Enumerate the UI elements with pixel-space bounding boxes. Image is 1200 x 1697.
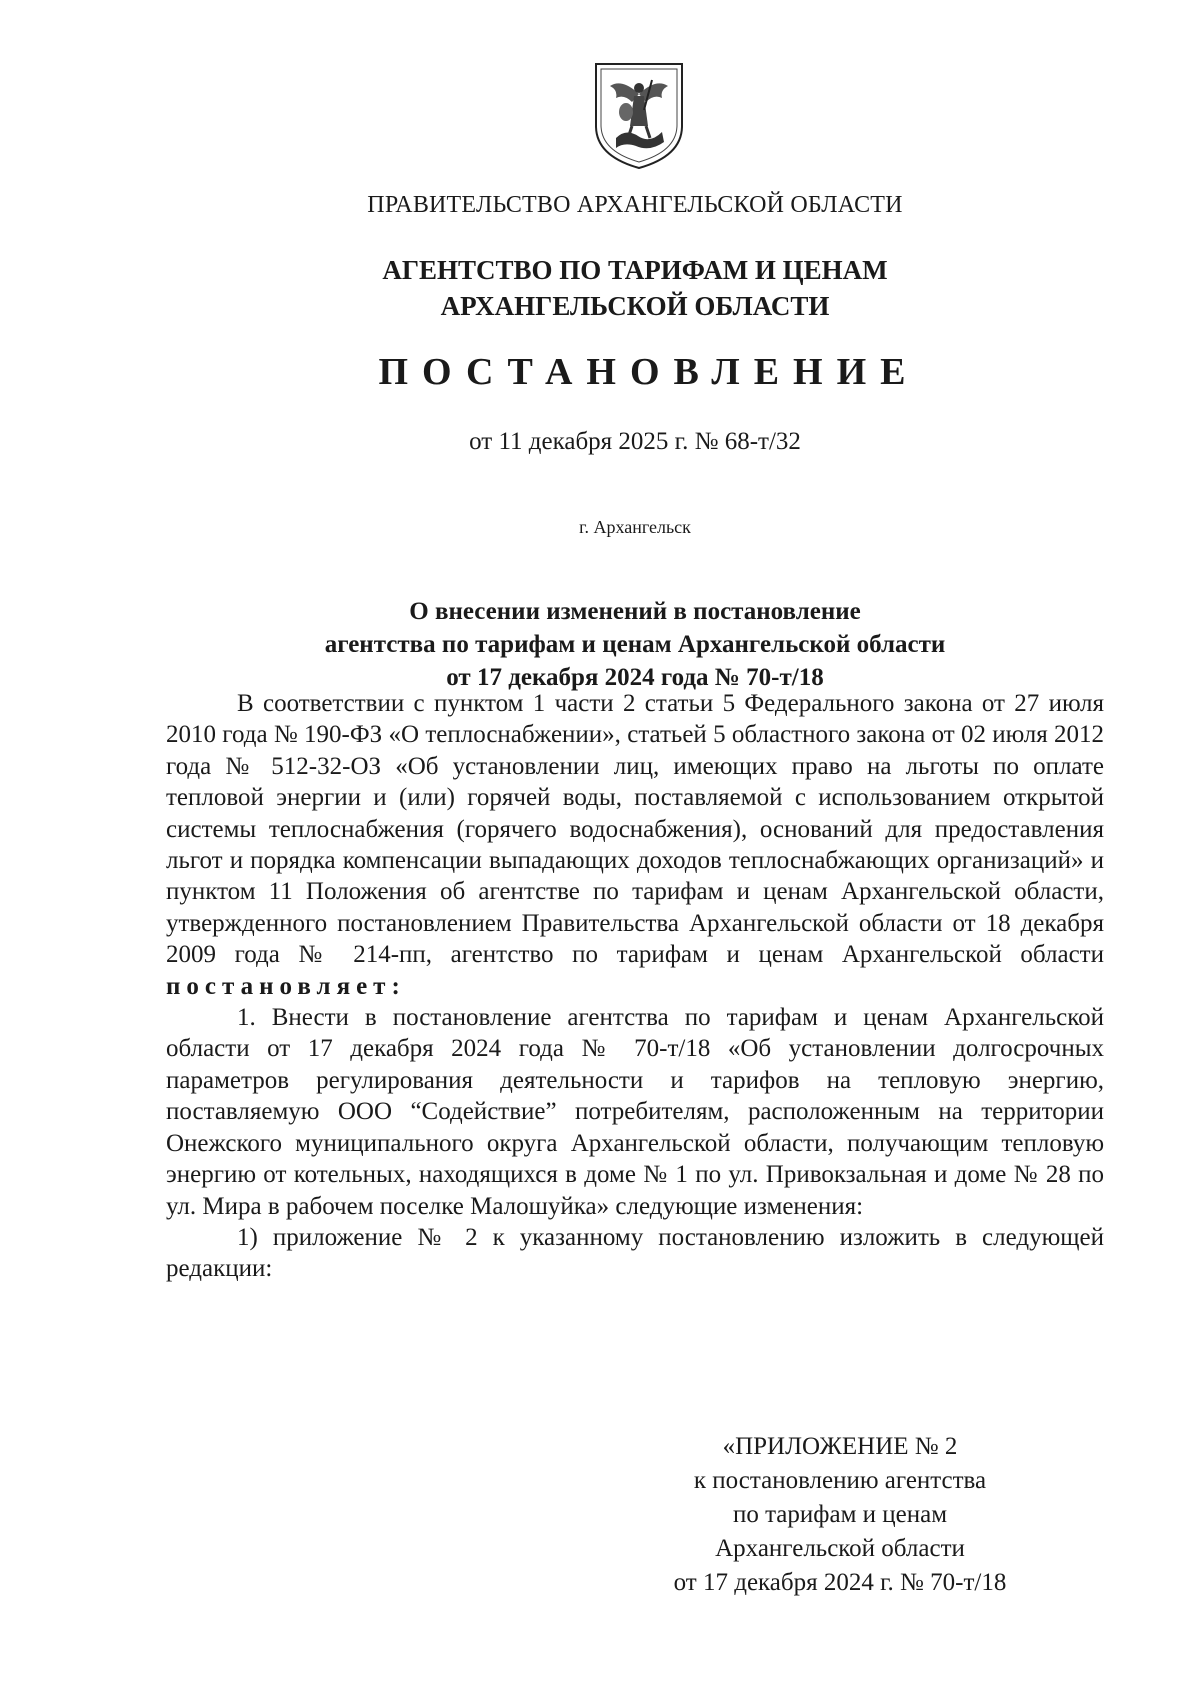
annex-line3: по тарифам и ценам	[732, 1501, 948, 1528]
annex-header	[640, 1430, 1040, 1600]
resolves-word: постановляет:	[166, 972, 406, 1000]
annex-line4: Архангельской области	[715, 1535, 965, 1562]
item-1-1-paragraph: 1) приложение № 2 к указанному постановлению изложить в следующей редакции:	[166, 1223, 1104, 1283]
preamble-paragraph	[166, 688, 1104, 1002]
document-subject	[0, 595, 1200, 694]
document-city: г. Архангельск	[579, 517, 691, 537]
annex-line5: от 17 декабря 2024 г. № 70-т/18	[673, 1569, 1007, 1596]
government-name: ПРАВИТЕЛЬСТВО АРХАНГЕЛЬСКОЙ ОБЛАСТИ	[367, 192, 903, 218]
document-type-title: ПОСТАНОВЛЕНИЕ	[378, 351, 920, 393]
item-1-paragraph: 1. Внести в постановление агентства по тарифам и ценам Архангельской области от 17 декабря 2024 года № 70-т/18 «Об установлении долгосрочных параметров регулирования деятельности и тарифов на тепловую энергию, поставляемую ООО “Содействие” потребителям, расположенным на территории Онежского муниципального округа Архангельской области, получающим тепловую энергию от котельных, находящихся в доме № 1 по ул. Привокзальная и доме № 28 по ул. Мира в рабочем поселке Малошуйка» следующие изменения:	[166, 1004, 1104, 1220]
subject-line2: агентства по тарифам и ценам Архангельской области	[324, 631, 946, 658]
agency-name	[0, 252, 1200, 324]
coat-of-arms-emblem	[592, 60, 686, 172]
document-date-number: от 11 декабря 2025 г. № 68-т/32	[469, 428, 801, 455]
annex-line1: «ПРИЛОЖЕНИЕ № 2	[722, 1433, 958, 1460]
preamble-text: В соответствии с пунктом 1 части 2 статьи 5 Федерального закона от 27 июля 2010 года № 190-ФЗ «О теплоснабжении», статьей 5 областного закона от 02 июля 2012 года № 512-32-ОЗ «Об установлении лиц, имеющих право на льготы по оплате тепловой энергии и (или) горячей воды, поставляемой с использованием открытой системы теплоснабжения (горячего водоснабжения), оснований для предоставления льгот и порядка компенсации выпадающих доходов теплоснабжающих организаций» и пунктом 11 Положения об агентстве по тарифам и ценам Архангельской области, утвержденного постановлением Правительства Архангельской области от 18 декабря 2009 года № 214-пп, агентство по тарифам и ценам Архангельской области	[166, 690, 1104, 969]
annex-line2: к постановлению агентства	[693, 1467, 987, 1494]
subject-line3: от 17 декабря 2024 года № 70-т/18	[446, 664, 824, 691]
agency-name-line1: АГЕНТСТВО ПО ТАРИФАМ И ЦЕНАМ	[382, 255, 888, 285]
document-body	[166, 688, 1104, 1285]
agency-name-line2: АРХАНГЕЛЬСКОЙ ОБЛАСТИ	[440, 291, 830, 321]
subject-line1: О внесении изменений в постановление	[409, 598, 861, 625]
